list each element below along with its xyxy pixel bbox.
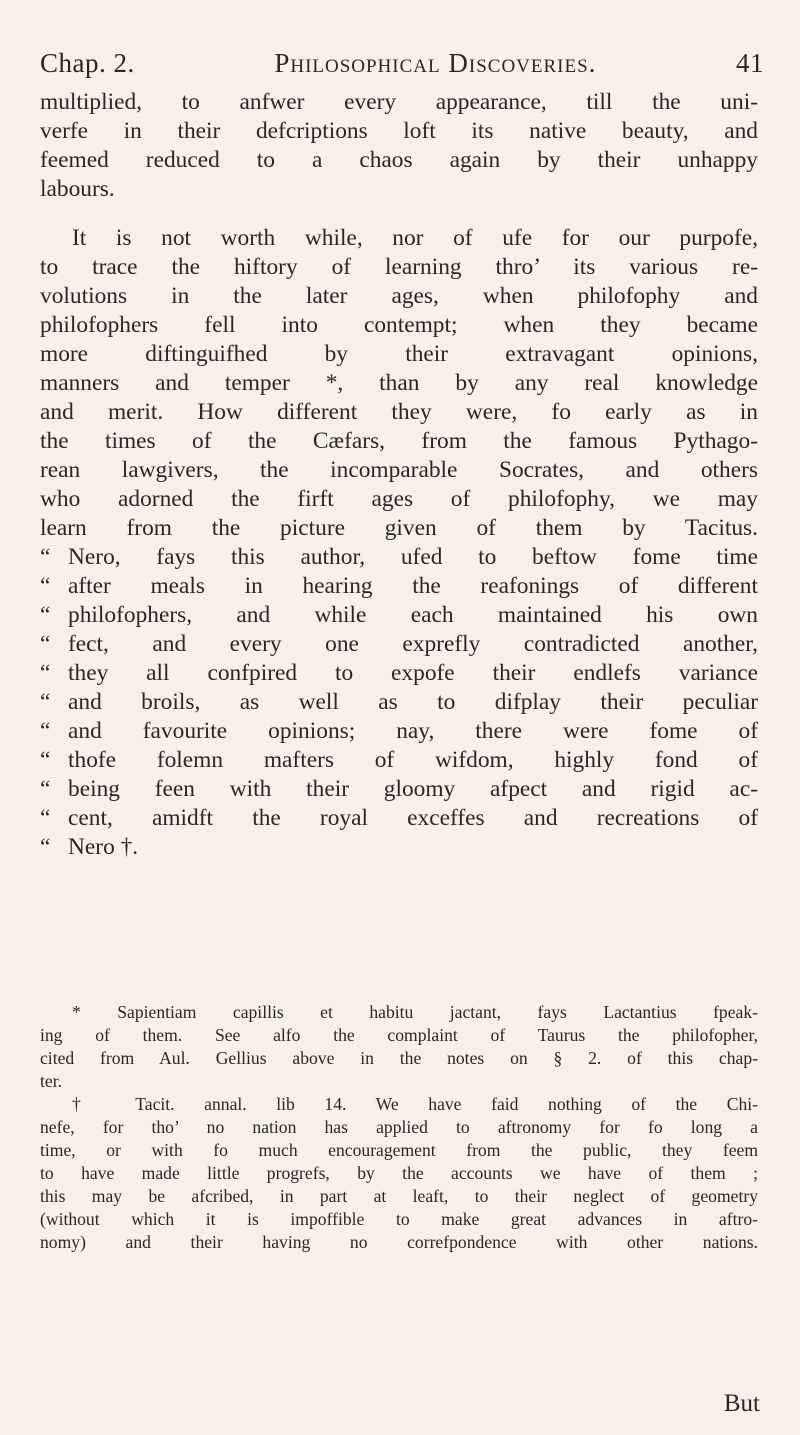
footnote-line: nomy) and their having no correfpondence with other nations.	[40, 1232, 758, 1252]
footnote-line: † Tacit. annal. lib 14. We have faid nothing of the Chi-	[72, 1094, 758, 1114]
text-line: and merit. How different they were, fo early as in	[40, 399, 758, 425]
footnotes	[40, 1001, 758, 1254]
quote-line	[40, 746, 758, 775]
running-title: Philosophical Discoveries.	[274, 48, 597, 78]
paragraph-2	[40, 224, 758, 543]
quote-line	[40, 601, 758, 630]
quote-line	[40, 775, 758, 804]
quote-line-text: Nero, fays this author, ufed to beftow fome time	[68, 544, 758, 570]
text-line: more diftinguifhed by their extravagant opinions,	[40, 341, 758, 367]
tacitus-quotation	[40, 543, 758, 862]
text-line: to trace the hiftory of learning thro’ its various re-	[40, 254, 758, 280]
footnote-line: ing of them. See alfo the complaint of Taurus the philofopher,	[40, 1025, 758, 1045]
quote-line-text: Nero †.	[68, 834, 139, 860]
quote-line	[40, 630, 758, 659]
quote-mark: “	[40, 631, 51, 657]
footnote-line: nefe, for tho’ no nation has applied to aftronomy for fo long a	[40, 1117, 758, 1137]
footnote-line: this may be afcribed, in part at leaft, to their neglect of geometry	[40, 1186, 758, 1206]
quote-line-text: after meals in hearing the reafonings of different	[68, 573, 758, 599]
text-line: verfe in their defcriptions loft its native beauty, and	[40, 118, 758, 144]
quote-mark: “	[40, 747, 51, 773]
text-line: learn from the picture given of them by Tacitus.	[40, 515, 758, 541]
text-line: labours.	[40, 176, 115, 202]
footnote-line: cited from Aul. Gellius above in the notes on § 2. of this chap-	[40, 1048, 758, 1068]
text-line: multiplied, to anfwer every appearance, till the uni-	[40, 89, 758, 115]
quote-line	[40, 543, 758, 572]
quote-line	[40, 572, 758, 601]
chapter-label: Chap. 2.	[40, 48, 135, 78]
text-line: volutions in the later ages, when philofophy and	[40, 283, 758, 309]
quote-line-text: being feen with their gloomy afpect and rigid ac-	[68, 776, 758, 802]
quote-line	[40, 804, 758, 833]
text-line: the times of the Cæfars, from the famous Pythago-	[40, 428, 758, 454]
footnote-line: to have made little progrefs, by the accounts we have of them ;	[40, 1163, 758, 1183]
text-line: who adorned the firft ages of philofophy, we may	[40, 486, 758, 512]
quote-mark: “	[40, 573, 51, 599]
quote-line-text: thofe folemn mafters of wifdom, highly fond of	[68, 747, 758, 773]
footnote-line: ter.	[40, 1071, 62, 1091]
catchword: But	[723, 1390, 760, 1417]
quote-line-text: philofophers, and while each maintained his own	[68, 602, 758, 628]
footnote-line: (without which it is impoffible to make great advances in aftro-	[40, 1209, 758, 1229]
text-line: feemed reduced to a chaos again by their unhappy	[40, 147, 758, 173]
quote-mark: “	[40, 689, 51, 715]
quote-mark: “	[40, 834, 51, 860]
quote-mark: “	[40, 660, 51, 686]
quote-mark: “	[40, 602, 51, 628]
footnote-line: time, or with fo much encouragement from the public, they feem	[40, 1140, 758, 1160]
text-line: manners and temper *, than by any real knowledge	[40, 370, 758, 396]
quote-mark: “	[40, 544, 51, 570]
footnote-line: * Sapientiam capillis et habitu jactant, fays Lactantius fpeak-	[72, 1002, 758, 1022]
quote-line	[40, 717, 758, 746]
page-number: 41	[736, 48, 764, 78]
paragraph-1	[40, 88, 758, 204]
quote-mark: “	[40, 776, 51, 802]
quote-mark: “	[40, 718, 51, 744]
quote-line-text: fect, and every one exprefly contradicted another,	[68, 631, 758, 657]
quote-line-text: cent, amidft the royal exceffes and recreations of	[68, 805, 758, 831]
quote-line	[40, 833, 758, 862]
quote-line-text: and broils, as well as to difplay their peculiar	[68, 689, 758, 715]
text-line: philofophers fell into contempt; when they became	[40, 312, 758, 338]
quote-mark: “	[40, 805, 51, 831]
quote-line-text: and favourite opinions; nay, there were fome of	[68, 718, 758, 744]
quote-line	[40, 659, 758, 688]
text-line: rean lawgivers, the incomparable Socrates, and others	[40, 457, 758, 483]
quote-line-text: they all confpired to expofe their endlefs variance	[68, 660, 758, 686]
text-line: It is not worth while, nor of ufe for our purpofe,	[72, 225, 758, 251]
quote-line	[40, 688, 758, 717]
running-header	[40, 48, 764, 79]
